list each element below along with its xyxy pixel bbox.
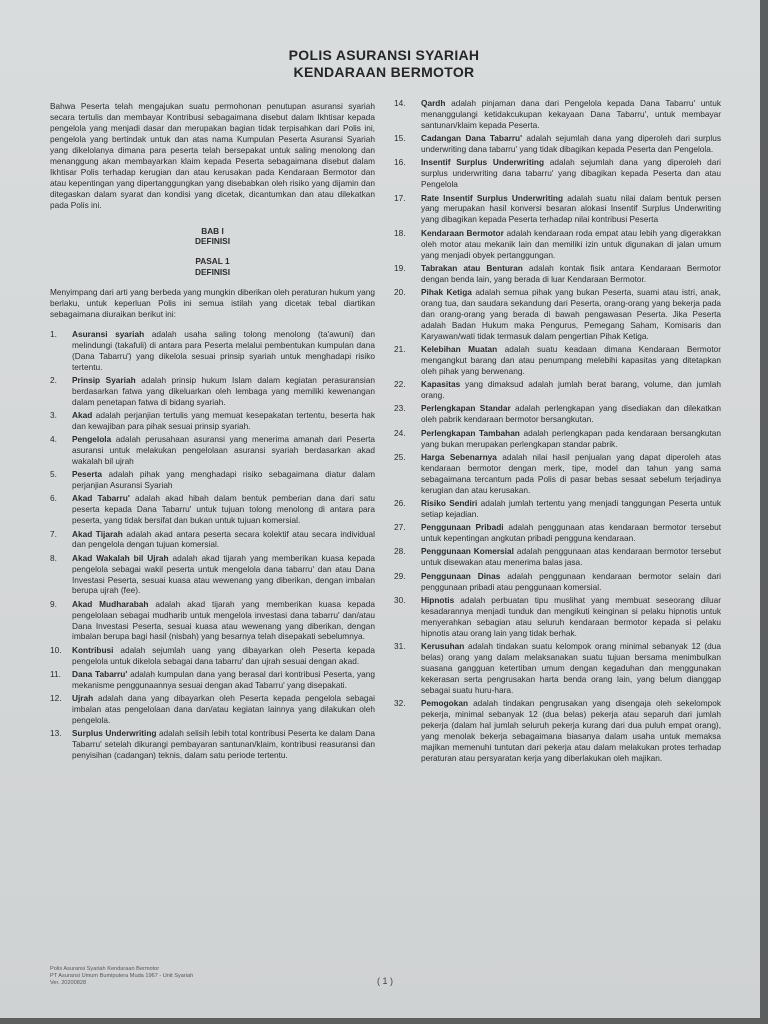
definition-text: adalah perlengkapan yang disediakan dan dilekatkan oleh pabrik kendaraan bermotor bersangkutan. <box>421 403 721 425</box>
definition-item <box>50 434 375 467</box>
definition-number: 12. <box>50 692 62 703</box>
definition-number: 20. <box>394 287 406 298</box>
definition-text: adalah kendaraan roda empat atau lebih yang digerakkan oleh motor atau mekanik lain dan memiliki izin untuk digunakan di jalan umum yang menjadi obyek pertanggungan. <box>421 227 721 260</box>
definition-term: Harga Sebenarnya <box>421 451 497 462</box>
definition-number: 22. <box>394 379 406 390</box>
definition-number: 24. <box>394 427 406 438</box>
definition-text: yang dimaksud adalah jumlah berat barang, volume, dan jumlah orang. <box>421 379 721 401</box>
definition-term: Tabrakan atau Benturan <box>421 262 523 273</box>
definition-term: Kontribusi <box>72 644 114 655</box>
definition-number: 31. <box>394 640 406 651</box>
definition-number: 13. <box>50 727 62 738</box>
definition-item <box>50 728 375 761</box>
definition-term: Pengelola <box>72 434 112 445</box>
definition-text: adalah akad tijarah yang memberikan kuasa kepada pengelola sebagai wakil peserta untuk mengelola dana tabarru' dan atau Dana Investasi Peserta, sesuai kuasa atau wewenang yang diberikan, dengan imbalan berupa ujrah (fee). <box>72 552 376 596</box>
definition-item <box>394 452 721 496</box>
definition-term: Ujrah <box>72 692 94 703</box>
definition-term: Pemogokan <box>421 697 469 708</box>
definition-text: adalah penggunaan kendaraan bermotor selain dari penggunaan pribadi atau penggunaan komersial. <box>421 570 721 592</box>
definition-term: Akad Wakalah bil Ujrah <box>72 552 169 563</box>
definition-number: 18. <box>394 227 406 238</box>
definition-text: adalah dana yang dibayarkan oleh Peserta kepada pengelola sebagai imbalan atas pengelolaan dana dan/atau kegiatan lainnya yang dilakukan oleh pengelola. <box>72 692 375 725</box>
chapter-heading: BAB I <box>201 225 224 236</box>
article-heading: PASAL 1 <box>195 256 230 267</box>
definition-text: adalah tindakan pengrusakan yang disengaja oleh sekelompok pekerja, minimal sebanyak 12 (dua belas) pekerja atau separuh dari jumlah pekerja (dalam hal jumlah seluruh pekerja kurang dari dua puluh empat orang), yang menolak bekerja sebagaimana biasanya dalam usaha untuk memaksa majikan memenuhi tuntutan dari pekerja atau dalam melakukan protes terhadap peraturan atau persyaratan kerja yang diberlakukan oleh majikan. <box>421 697 721 763</box>
document-title-line2: KENDARAAN BERMOTOR <box>293 64 475 80</box>
definition-term: Penggunaan Pribadi <box>421 522 504 533</box>
definition-text: adalah jumlah tertentu yang menjadi tanggungan Peserta untuk setiap kejadian. <box>421 497 721 519</box>
definition-text: adalah perbuatan tipu muslihat yang membuat seseorang diluar kesadarannya menjadi tunduk dan mengikuti keinginan si pelaku hipnotis untuk menyerahkan sebagian atau seluruh kendaraan bermotor kepada si pelaku hipnotis atau orang lain yang tidak berhak. <box>421 594 721 638</box>
definition-text: adalah perjanjian tertulis yang memuat kesepakatan tertentu, beserta hak dan kewajiban para pihak sesuai prinsip syariah. <box>72 410 375 432</box>
definition-item <box>394 498 721 520</box>
definition-number: 5. <box>50 469 57 480</box>
definition-text: adalah perusahaan asuransi yang menerima amanah dari Peserta asuransi untuk melakukan pengelolaan asuransi syariah berdasarkan akad wakalah bil ujrah <box>72 434 375 467</box>
definition-text: adalah pihak yang menghadapi risiko sebagaimana diatur dalam perjanjian Asuransi Syariah <box>72 469 375 491</box>
definition-text: adalah penggunaan atas kendaraan bermotor tersebut untuk kepentingan angkutan pribadi pengguna kendaraan. <box>421 522 721 544</box>
definition-item <box>394 522 721 544</box>
definition-term: Akad Mudharabah <box>72 598 149 609</box>
definition-item <box>394 157 721 190</box>
definition-number: 26. <box>394 497 406 508</box>
definition-number: 2. <box>50 375 57 386</box>
definition-number: 16. <box>394 157 406 168</box>
definition-term: Akad Tijarah <box>72 528 123 539</box>
definition-item <box>50 410 375 432</box>
definition-number: 17. <box>394 192 406 203</box>
definition-item <box>50 469 375 491</box>
definition-item <box>394 571 721 593</box>
definition-term: Cadangan Dana Tabarru' <box>421 133 523 144</box>
footer-line2: PT Asuransi Umum Bumiputera Muda 1967 - Unit Syariah <box>50 972 194 979</box>
definition-term: Akad Tabarru' <box>72 493 130 504</box>
definition-term: Kerusuhan <box>421 640 465 651</box>
definition-number: 11. <box>50 668 61 679</box>
definition-term: Surplus Underwriting <box>72 727 157 738</box>
definition-text: adalah suatu keadaan dimana Kendaraan Bermotor mengangkut barang dan atau penumpang melebihi kapasitas yang ditetapkan oleh pihak yang berwenang. <box>421 344 721 376</box>
right-column <box>394 98 721 766</box>
definition-item <box>394 287 721 342</box>
definition-number: 1. <box>50 329 57 340</box>
definition-term: Perlengkapan Standar <box>421 403 511 414</box>
definition-item <box>50 645 375 667</box>
definition-term: Penggunaan Dinas <box>421 570 501 581</box>
definition-text: adalah tindakan suatu kelompok orang minimal sebanyak 12 (dua belas) orang yang dalam melaksanakan suatu tujuan bersama menimbulkan suasana gangguan ketertiban umum dengan kegaduhan dan menggunakan kekerasan serta pengrusakan harta benda orang lain, yang belum dianggap sebagai suatu huru-hara. <box>421 640 721 695</box>
definition-term: Peserta <box>72 469 102 480</box>
definition-number: 32. <box>394 697 406 708</box>
definition-term: Asuransi syariah <box>72 329 145 340</box>
definition-item <box>394 344 721 377</box>
definition-number: 28. <box>394 546 406 557</box>
definition-text: adalah akad antara peserta secara kolektif atau secara individual dan pengelola dengan tujuan komersial. <box>72 528 375 550</box>
definition-number: 9. <box>50 598 57 609</box>
definition-text: adalah kumpulan dana yang berasal dari kontribusi Peserta, yang mekanisme penggunaannya sesuai dengan akad Tabarru' yang disepakati. <box>72 668 376 690</box>
definition-item <box>50 553 375 597</box>
definition-text: adalah prinsip hukum Islam dalam kegiatan perasuransian berdasarkan fatwa yang dikeluarkan oleh lembaga yang memiliki kewenangan dalam penetapan fatwa di bidang syariah. <box>72 375 375 408</box>
definition-text: adalah penggunaan atas kendaraan bermotor tersebut untuk disewakan atau menerima balas jasa. <box>421 546 721 568</box>
definition-item <box>394 595 721 639</box>
definition-term: Risiko Sendiri <box>421 497 478 508</box>
intro-paragraph: Bahwa Peserta telah mengajukan suatu permohonan penutupan asuransi syariah secara tertulis dan membayar Kontribusi sebagaimana disebut dalam Ikhtisar kepada pengelola yang menjadi dasar dan merupakan bagian tidak terpisahkan dari Polis ini, pengelola yang bertindak untuk dan atas nama Kumpulan Peserta Asuransi Syariah yang dikelolanya dimana para peserta telah bersepakat untuk saling menolong dan menanggung akan membayarkan klaim kepada Peserta sebagaimana disebut dalam Ikhtisar Polis terhadap kerugian dan atau kerusakan pada Kendaraan Bermotor dan atau kepentingan yang dipertanggungkan yang disebabkan oleh risiko yang dijamin dan ditegaskan dalam syarat dan kondisi yang dicetak, dicantumkan dan atau dilekatkan pada Polis ini. <box>50 101 375 210</box>
definition-item <box>50 375 375 408</box>
definition-number: 23. <box>394 403 406 414</box>
definition-text: adalah sejumlah uang yang dibayarkan oleh Peserta kepada pengelola untuk dikelola sebagai dana tabarru' dan ujrah sesuai dengan akad. <box>72 644 375 666</box>
definition-item <box>50 329 375 373</box>
definitions-list-left <box>50 329 375 761</box>
definition-number: 7. <box>50 528 57 539</box>
definition-number: 3. <box>50 410 57 421</box>
definition-text: adalah perlengkapan pada kendaraan bersangkutan yang bukan merupakan perlengkapan standar pabrik. <box>421 427 721 449</box>
footer-line3: Ver. 20200828 <box>50 979 87 986</box>
definition-term: Hipnotis <box>421 594 455 605</box>
definition-number: 19. <box>394 262 406 273</box>
definition-item <box>394 403 721 425</box>
definition-number: 4. <box>50 434 57 445</box>
definition-term: Dana Tabarru' <box>72 668 128 679</box>
definition-item <box>50 599 375 643</box>
definition-term: Akad <box>72 410 93 421</box>
definition-item <box>394 133 721 155</box>
definition-number: 29. <box>394 570 406 581</box>
definition-number: 21. <box>394 344 406 355</box>
definition-item <box>394 193 721 226</box>
chapter-title: DEFINISI <box>194 236 231 247</box>
definition-term: Perlengkapan Tambahan <box>421 427 520 438</box>
definition-term: Penggunaan Komersial <box>421 546 514 557</box>
definition-item <box>394 546 721 568</box>
definition-number: 30. <box>394 594 406 605</box>
definition-item <box>394 641 721 696</box>
definition-term: Pihak Ketiga <box>421 287 472 298</box>
definition-item <box>50 669 375 691</box>
definition-item <box>394 379 721 401</box>
definition-number: 25. <box>394 451 406 462</box>
definitions-list-right <box>394 98 721 764</box>
definition-number: 6. <box>50 493 57 504</box>
definition-number: 27. <box>394 522 406 533</box>
article-intro: Menyimpang dari arti yang berbeda yang mungkin diberikan oleh peraturan hukum yang berlaku, untuk keperluan Polis ini semua istilah yang dicetak tebal diartikan sebagaimana diuraikan berikut ini: <box>50 287 375 320</box>
definition-number: 15. <box>394 133 406 144</box>
definition-term: Kelebihan Muatan <box>421 344 498 355</box>
definition-text: adalah sejumlah dana yang diperoleh dari surplus underwriting dana tabarru' yang tidak dibagikan kepada Peserta dan Pengelola. <box>421 133 721 155</box>
definition-item <box>394 263 721 285</box>
definition-text: adalah sejumlah dana yang diperoleh dari surplus underwriting dana tabarru' yang dibagikan kepada Peserta dan atau Pengelola <box>421 157 721 190</box>
definition-item <box>50 693 375 726</box>
definition-item <box>394 98 721 131</box>
definition-text: adalah usaha saling tolong menolong (ta'awuni) dan melindungi (takafuli) di antara para Peserta melalui pembentukan kumpulan dana (Dana Tabarru') yang dikelola sesuai prinsip syariah untuk menghadapi risiko tertentu. <box>72 329 376 373</box>
definition-text: adalah pinjaman dana dari Pengelola kepada Dana Tabarru' untuk menanggulangi ketidakcukupan kekayaan Dana Tabarru', untuk membayar santunan/klaim kepada Peserta. <box>421 98 721 130</box>
definition-text: adalah kontak fisik antara Kendaraan Bermotor dengan benda lain, yang berada di luar Kendaraan Bermotor. <box>421 262 721 284</box>
definition-text: adalah nilai hasil penjualan yang dapat diperoleh atas kendaraan bermotor dengan merk, tipe, model dan tahun yang sama sebagaimana tercantum pada Polis di pasar bebas sesaat sebelum terjadinya kerugian dan atau kerusakan. <box>421 451 721 495</box>
definition-number: 10. <box>50 644 62 655</box>
page-number: ( 1 ) <box>376 976 393 986</box>
definition-item <box>50 529 375 551</box>
document-title-line1: POLIS ASURANSI SYARIAH <box>288 47 480 63</box>
definition-term: Qardh <box>421 98 446 108</box>
definition-number: 8. <box>50 552 57 563</box>
definition-item <box>394 698 721 764</box>
definition-text: adalah selisih lebih total kontribusi Peserta ke dalam Dana Tabarru' setelah dikurangi pembayaran santunan/klaim, kontribusi reasuransi dan penyisihan (cadangan) teknis, dalam satu periode tertentu. <box>72 727 375 760</box>
page-footer <box>50 966 193 986</box>
definition-term: Kapasitas <box>421 379 461 390</box>
definition-number: 14. <box>394 98 406 108</box>
definition-term: Prinsip Syariah <box>72 375 136 386</box>
definition-text: adalah suatu nilai dalam bentuk persen yang merupakan hasil konversi besaran alokasi Insentif Surplus Underwriting yang dibagikan kepada Peserta terhadap nilai kontribusi Peserta <box>421 192 721 225</box>
definition-text: adalah semua pihak yang bukan Peserta, suami atau istri, anak, orang tua, dan saudara sekandung dari Peserta, orang-orang yang bekerja pada dan orang-orang yang berada di bawah pengawasan Peserta. Jika Peserta adalah Badan Hukum maka Pengurus, Pemegang Saham, Komisaris dan Karyawan/wati tidak termasuk dalam pengertian Pihak Ketiga. <box>421 287 721 341</box>
definition-text: adalah akad tijarah yang memberikan kuasa kepada pengelolaan sebagai mudharib untuk mengelola investasi dana tabarru' dan/atau Dana Investasi Peserta, sesuai kuasa atau wewenang yang diberikan, dengan imbalan berupa bagi hasil (nisbah) yang besarnya telah disepakati sebelumnya. <box>72 598 376 642</box>
definition-item <box>394 228 721 261</box>
definition-term: Rate Insentif Surplus Underwriting <box>421 192 564 203</box>
definition-item <box>50 493 375 526</box>
definition-term: Insentif Surplus Underwriting <box>421 157 545 168</box>
definition-text: adalah akad hibah dalam bentuk pemberian dana dari satu peserta kepada Dana Tabarru' untuk tujuan tolong menolong di antara para peserta, yang tidak bersifat dan bukan untuk tujuan komersial. <box>72 493 376 526</box>
definition-item <box>394 428 721 450</box>
definition-term: Kendaraan Bermotor <box>421 227 504 238</box>
footer-line1: Polis Asuransi Syariah Kendaraan Bermotor <box>50 966 160 972</box>
left-column <box>50 101 375 763</box>
article-title: DEFINISI <box>194 267 231 278</box>
